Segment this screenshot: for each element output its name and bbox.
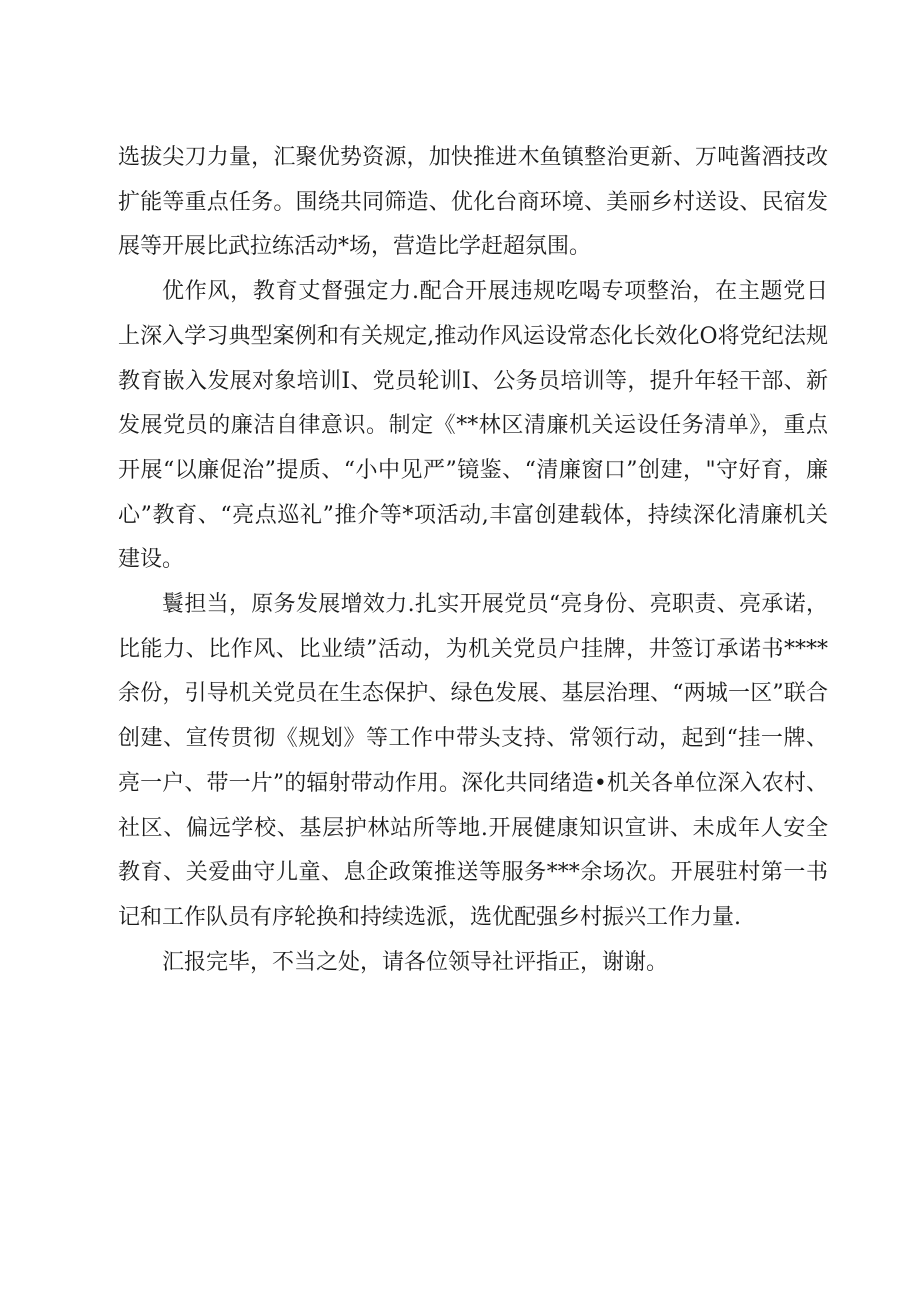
paragraph-closing: 汇报完毕，不当之处，请各位领导社评指正，谢谢。 (162, 949, 669, 975)
body-text (118, 136, 828, 985)
paragraph-work-style: 优作风，教育丈督强定力.配合开展违规吃喝专项整治，在主题党日上深入学习典型案例和有关规定,推动作风运设常态化长效化O将党纪法规教育嵌入发展对象培训I、党员轮训I、公务员培训等，提升年轻干部、新发展党员的廉洁自律意识。制定《**林区清廉机关运设任务清单》，重点开展“以廉促治”提质、“小中见严”镜鉴、“清廉窗口”创建，"守好育，廉心”教育、“亮点巡礼”推介等*项活动,丰富创建载体，持续深化清廉机关建设。 (118, 279, 828, 573)
paragraph-continuation: 选拔尖刀力量，汇聚优势资源，加快推进木鱼镇整治更新、万吨酱酒技改扩能等重点任务。围绕共同筛造、优化台商环境、美丽乡村送设、民宿发展等开展比武拉练活动*场，营造比学赶超氛围。 (118, 145, 828, 260)
paragraph-responsibility: 鬟担当，原务发展增效力.扎实开展党员“亮身份、亮职责、亮承诺，比能力、比作风、比业绩”活动，为机关党员户挂牌，井签订承诺书****余份，引导机关党员在生态保护、绿色发展、基层治理、“两城一区”联合创建、宣传贯彻《规划》等工作中带头支持、常领行动，起到“挂一牌、亮一户、带一片”的辐射带动作用。深化共同绪造•机关各单位深入农村、社区、偏远学校、基层护林站所等地.开展健康知识宣讲、未成年人安全教育、关爱曲守儿童、息企政策推送等服务***余场次。开展驻村第一书记和工作队员有序轮换和持续选派，选优配强乡村振兴工作力量. (118, 592, 828, 930)
